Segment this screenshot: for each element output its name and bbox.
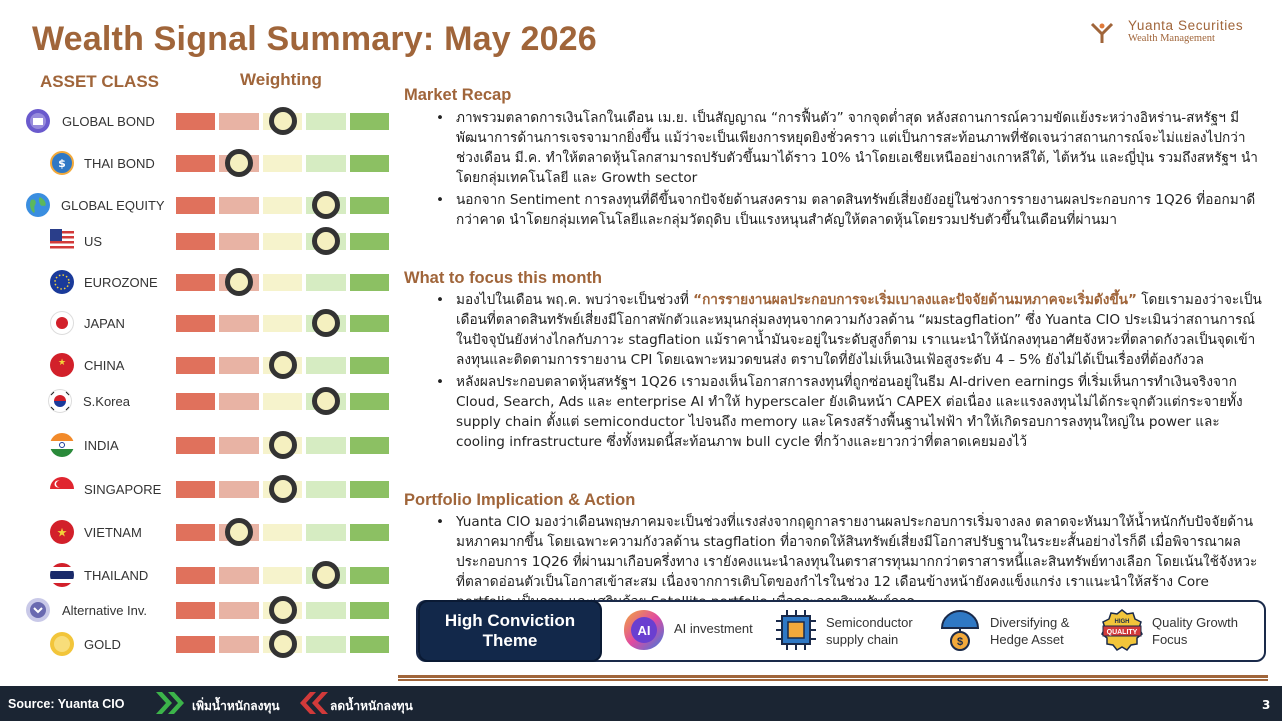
weighting-marker	[269, 596, 297, 624]
recap-bullets	[436, 108, 1266, 232]
weighting-marker	[312, 191, 340, 219]
weighting-scale	[176, 315, 389, 332]
scale-segment-5	[350, 113, 389, 130]
svg-text:$: $	[58, 157, 66, 170]
weighting-marker	[269, 431, 297, 459]
asset-label: THAI BOND	[84, 156, 155, 171]
svg-text:★: ★	[58, 358, 67, 368]
theme-label-semiconductor: Semiconductor supply chain	[826, 615, 913, 647]
scale-segment-1	[176, 233, 215, 250]
scale-segment-3	[263, 233, 302, 250]
weighting-marker	[269, 630, 297, 658]
asset-class-header: ASSET CLASS	[40, 72, 160, 91]
scale-segment-5	[350, 437, 389, 454]
recap-bullet-2: • นอกจาก Sentiment การลงทุนที่ดีขึ้นจากปัจจัยด้านสงคราม ตลาดสินทรัพย์เสี่ยงยังอยู่ในช่วงการรายงานผลประกอบการ 1Q26 ที่ออกมาดีกว่าคาด นำโดยกลุ่มเทคโนโลยีและกลุ่มวัตถุดิบ เป็นแรงหนุนสำคัญให้ตลาดหุ้นโดยรวมปรับตัวขึ้นในเดือนที่ผ่านมา	[436, 190, 1266, 230]
theme-label-quality: Quality Growth Focus	[1152, 615, 1238, 647]
alternative-icon	[26, 598, 50, 622]
chip-icon	[774, 608, 818, 652]
scale-segment-5	[350, 636, 389, 653]
scale-segment-4	[306, 636, 345, 653]
decrease-weight-icon	[294, 690, 330, 716]
high-conviction-theme-bar	[416, 600, 1266, 662]
scale-segment-4	[306, 437, 345, 454]
theme-label-hedge: Diversifying & Hedge Asset	[990, 615, 1070, 647]
scale-segment-2	[219, 636, 258, 653]
footer-divider	[398, 675, 1268, 678]
focus-highlight: “การรายงานผลประกอบการจะเริ่มเบาลงและปัจจัยด้านมหภาคจะเริ่มดังขึ้น”	[693, 292, 1137, 308]
scale-segment-5	[350, 567, 389, 584]
india-flag-icon	[50, 433, 74, 457]
scale-segment-4	[306, 274, 345, 291]
scale-segment-4	[306, 357, 345, 374]
globe-icon	[26, 193, 50, 217]
weighting-scale	[176, 393, 389, 410]
scale-segment-4	[306, 113, 345, 130]
brand-name: Yuanta Securities	[1128, 18, 1244, 33]
bond-icon	[26, 109, 50, 133]
weighting-marker	[225, 518, 253, 546]
weighting-scale	[176, 197, 389, 214]
asset-row	[0, 350, 400, 380]
scale-segment-3	[263, 197, 302, 214]
asset-row	[0, 517, 400, 547]
focus-bullet-1-a: มองไปในเดือน พฤ.ค. พบว่าจะเป็นช่วงที่	[456, 292, 694, 308]
footer-divider-2	[398, 679, 1268, 681]
scale-segment-5	[350, 602, 389, 619]
brand-sub: Wealth Management	[1128, 33, 1215, 44]
scale-segment-2	[219, 393, 258, 410]
action-bullets	[436, 512, 1266, 598]
weighting-marker	[225, 268, 253, 296]
focus-bullet-1	[436, 290, 1266, 370]
asset-label: Alternative Inv.	[62, 603, 148, 618]
asset-label: US	[84, 234, 103, 249]
thai-bond-icon	[50, 151, 74, 175]
weighting-header: Weighting	[240, 70, 322, 89]
scale-segment-5	[350, 524, 389, 541]
asset-label: GOLD	[84, 637, 121, 652]
scale-segment-1	[176, 274, 215, 291]
asset-label: S.Korea	[83, 394, 130, 409]
asset-row	[0, 386, 400, 416]
scale-segment-1	[176, 602, 215, 619]
asset-label: INDIA	[84, 438, 119, 453]
asset-row	[0, 474, 400, 504]
focus-bullet-2: • หลังผลประกอบตลาดหุ้นสหรัฐฯ 1Q26 เรามองเห็นโอกาสการลงทุนที่ถูกซ่อนอยู่ในธีม AI-driven earnings ที่เริ่มเห็นการทำเงินจริงจาก Cloud, Search, Ads และ enterprise AI ทำให้ hyperscaler ยังเดินหน้า CAPEX ต่อเนื่อง และแรงลงทุนไม่ได้กระจุกตัวแต่กระจายทั้ง supply chain ตั้งแต่ semiconductor ไปจนถึง memory และโครงสร้างพื้นฐานไฟฟ้า ทำให้เกิดรอบการลงทุนใหญ่ใน power และ cooling infrastructure ซึ่งทั้งหมดนี้สะท้อนภาพ bull cycle ที่กว้างและยาวกว่าที่ตลาดเคยมองไว้	[436, 372, 1266, 452]
umbrella-icon	[938, 608, 982, 652]
scale-segment-1	[176, 567, 215, 584]
weighting-scale	[176, 524, 389, 541]
focus-bullets	[436, 290, 1266, 454]
japan-flag-icon	[50, 311, 74, 335]
scale-segment-2	[219, 197, 258, 214]
yuanta-logo-icon	[1090, 20, 1114, 44]
scale-segment-3	[263, 315, 302, 332]
scale-segment-2	[219, 315, 258, 332]
asset-row	[0, 190, 400, 220]
vietnam-flag-icon	[50, 520, 74, 544]
increase-weight-icon	[154, 690, 190, 716]
source-note: Source: Yuanta CIO	[8, 697, 125, 711]
asset-row	[0, 106, 400, 136]
asset-row	[0, 148, 400, 178]
scale-segment-5	[350, 393, 389, 410]
action-heading: Portfolio Implication & Action	[404, 491, 636, 509]
thailand-flag-icon	[50, 563, 74, 587]
scale-segment-4	[306, 481, 345, 498]
theme-label-ai: AI investment	[674, 621, 753, 636]
weighting-scale	[176, 155, 389, 172]
asset-row	[0, 560, 400, 590]
scale-segment-1	[176, 197, 215, 214]
scale-segment-2	[219, 233, 258, 250]
svg-text:★: ★	[56, 525, 68, 540]
asset-row	[0, 595, 400, 625]
singapore-flag-icon	[50, 477, 74, 501]
svg-text:$: $	[956, 636, 964, 648]
asset-row	[0, 430, 400, 460]
scale-segment-3	[263, 155, 302, 172]
weighting-scale	[176, 274, 389, 291]
scale-segment-1	[176, 393, 215, 410]
us-flag-icon	[50, 229, 74, 253]
eu-flag-icon	[50, 270, 74, 294]
scale-segment-3	[263, 524, 302, 541]
focus-heading: What to focus this month	[404, 269, 602, 287]
asset-row	[0, 629, 400, 659]
asset-label: JAPAN	[84, 316, 125, 331]
weighting-marker	[312, 309, 340, 337]
scale-segment-5	[350, 274, 389, 291]
legend-decrease: ลดน้ำหนักลงทุน	[330, 699, 413, 713]
asset-label: VIETNAM	[84, 525, 142, 540]
scale-segment-5	[350, 357, 389, 374]
quality-badge-icon	[1100, 608, 1144, 652]
recap-heading: Market Recap	[404, 86, 512, 104]
asset-row	[0, 226, 400, 256]
scale-segment-3	[263, 274, 302, 291]
scale-segment-1	[176, 113, 215, 130]
scale-segment-1	[176, 437, 215, 454]
scale-segment-2	[219, 437, 258, 454]
china-flag-icon	[50, 353, 74, 377]
action-bullet-1: • Yuanta CIO มองว่าเดือนพฤษภาคมจะเป็นช่วงที่แรงส่งจากฤดูกาลรายงานผลประกอบการเริ่มจางลง ตลาดจะหันมาให้น้ำหนักกับปัจจัยด้านมหภาคมากขึ้น โดยเฉพาะความกังวลด้าน stagflation ที่อาจกดให้สินทรัพย์เสี่ยงมีโอกาสปรับฐานในระยะสั้นอย่างไรก็ดี เมื่อพิจารณาผลประกอบการ 1Q26 ที่ผ่านมาเกือบครึ่งทาง เรายังคงแนะนำลงทุนในตราสารทุนมากกว่าตราสารหนี้และสินทรัพย์ทางเลือก โดยเน้นใช้จังหวะที่ตลาดอ่อนตัวเป็นโอกาสเข้าสะสม เนื่องจากการเติบโตของกำไรในช่วง 12 เดือนข้างหน้ายังคงแข็งแกร่ง เราแนะนำให้สร้าง Core	[436, 512, 1266, 612]
scale-segment-5	[350, 197, 389, 214]
weighting-marker	[225, 149, 253, 177]
theme-title	[418, 600, 602, 662]
svg-text:HIGH: HIGH	[1114, 619, 1130, 625]
scale-segment-5	[350, 315, 389, 332]
brand-logo	[1090, 18, 1270, 46]
scale-segment-1	[176, 155, 215, 172]
weighting-scale	[176, 233, 389, 250]
scale-segment-2	[219, 567, 258, 584]
asset-row	[0, 267, 400, 297]
weighting-marker	[269, 351, 297, 379]
scale-segment-4	[306, 524, 345, 541]
page-number: 3	[1262, 698, 1271, 712]
scale-segment-1	[176, 524, 215, 541]
gold-icon	[50, 632, 74, 656]
theme-title-text: High Conviction Theme	[444, 611, 576, 650]
scale-segment-4	[306, 602, 345, 619]
page-title: Wealth Signal Summary: May 2026	[32, 20, 597, 58]
weighting-scale	[176, 567, 389, 584]
scale-segment-1	[176, 315, 215, 332]
scale-segment-5	[350, 233, 389, 250]
scale-segment-3	[263, 567, 302, 584]
asset-label: CHINA	[84, 358, 125, 373]
ai-icon	[622, 608, 666, 652]
scale-segment-5	[350, 155, 389, 172]
recap-bullet-1: • ภาพรวมตลาดการเงินโลกในเดือน เม.ย. เป็นสัญญาณ “การฟื้นตัว” จากจุดต่ำสุด หลังสถานการณ์ความขัดแย้งระหว่างอิหร่าน-สหรัฐฯ มีพัฒนาการด้านการเจรจามากยิ่งขึ้น แม้ว่าจะเป็นเพียงการหยุดยิงชั่วคราว แต่เป็นการสะท้อนภาพที่ชัดเจนว่าสถานการณ์จะไม่แย่ลงไปกว่าช่วงเดือน มี.ค. ทำให้ตลาดหุ้นโลกสามารถปรับตัวขึ้นมาได้ราว 10% นำโดยเอเชียเหนืออย่างเกาหลีใต้, ไต้หวัน และญี่ปุ่น รวมถึงสหรัฐฯ นำโดยกลุ่มเทคโนโลยี และ Growth sector	[436, 108, 1266, 188]
weighting-marker	[312, 227, 340, 255]
scale-segment-2	[219, 602, 258, 619]
asset-label: GLOBAL BOND	[62, 114, 155, 129]
scale-segment-4	[306, 155, 345, 172]
korea-flag-icon	[48, 389, 72, 413]
scale-segment-2	[219, 357, 258, 374]
scale-segment-1	[176, 357, 215, 374]
asset-label: THAILAND	[84, 568, 149, 583]
asset-row	[0, 308, 400, 338]
scale-segment-3	[263, 393, 302, 410]
scale-segment-1	[176, 636, 215, 653]
weighting-marker	[312, 387, 340, 415]
asset-label: EUROZONE	[84, 275, 158, 290]
footer-bar	[0, 686, 1282, 721]
scale-segment-2	[219, 481, 258, 498]
asset-label: GLOBAL EQUITY	[61, 198, 165, 213]
scale-segment-1	[176, 481, 215, 498]
weighting-marker	[269, 475, 297, 503]
svg-text:QUALITY: QUALITY	[1106, 629, 1138, 636]
legend-increase: เพิ่มน้ำหนักลงทุน	[192, 699, 280, 713]
weighting-marker	[312, 561, 340, 589]
scale-segment-5	[350, 481, 389, 498]
scale-segment-2	[219, 113, 258, 130]
focus-bullet-1-b: โดยเรามองว่าจะเป็นเดือนที่ตลาดสินทรัพย์เสี่ยงมีโอกาสพักตัวและหมุนกลุ่มลงทุนจากความกังวลด้าน “ผมstagflation” ซึ่ง Yuanta CIO ประเมินว่าสถานการณ์ในปัจจุบันยังห่างไกลกับภาวะ stagflation แม้ราคาน้ำมันจะอยู่ในระดับสูงก็ตาม เราแนะนำให้นักลงทุนอาศัยจังหวะที่ตลาดกังวลเป็นจุดเข้าลงทุนและติดตามการรายงาน CPI โดยเฉพาะหมวดขนส่ง ตราบใดที่ยังไม่เห็นเงินเฟ้อสูงระดับ 4 – 5% ยังไม่ได้เป็นเรื่องที่ต้องกังวล	[456, 292, 1262, 368]
weighting-marker	[269, 107, 297, 135]
asset-label: SINGAPORE	[84, 482, 162, 497]
svg-text:AI: AI	[637, 623, 651, 638]
